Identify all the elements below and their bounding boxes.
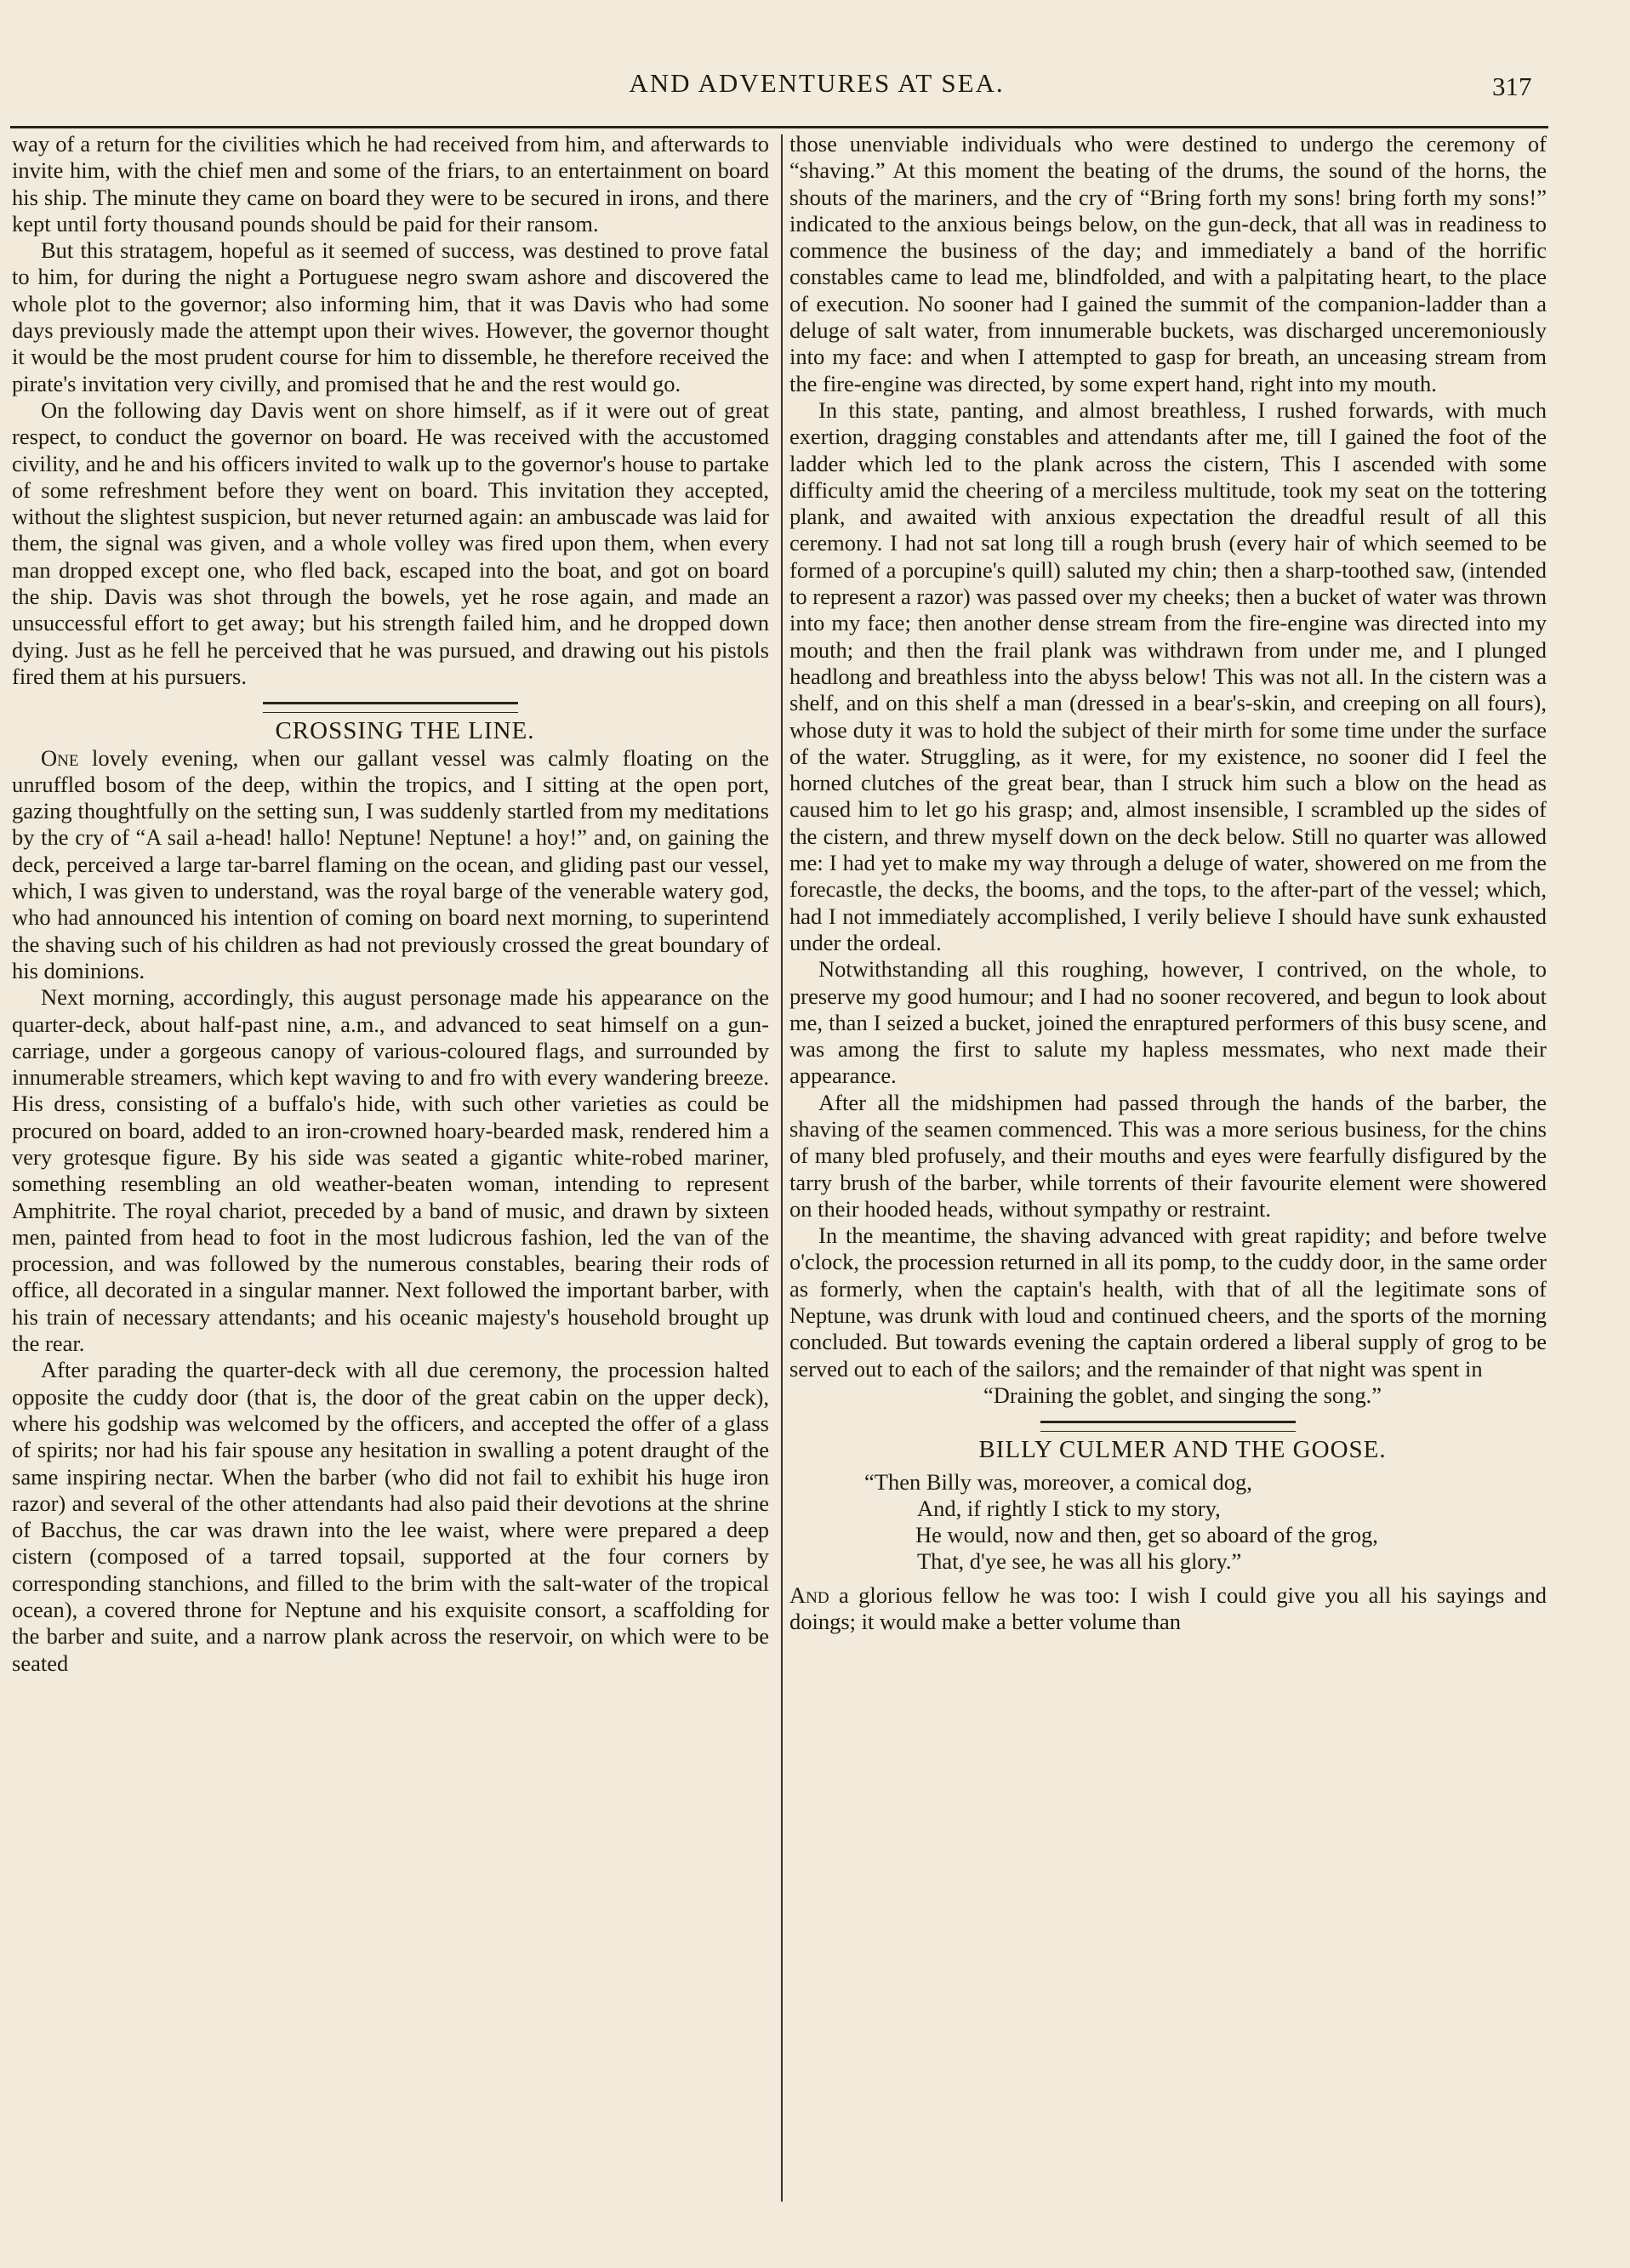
left-column: [12, 131, 769, 1677]
running-title: AND ADVENTURES AT SEA.: [629, 68, 1005, 98]
section-title-crossing-the-line: CROSSING THE LINE.: [275, 717, 535, 745]
verse-line: “Then Billy was, moreover, a comical dog,: [864, 1468, 1252, 1495]
paragraph: In the meantime, the shaving advanced with great rapidity; and before twelve o'clock, the procession returned in all its pomp, to the cuddy door, in the same order as formerly, when the captain's health, with that of all the legitimate sons of Neptune, was drunk with loud and continued cheers, and the sports of the morning concluded. But towards evening the captain ordered a liberal supply of grog to be served out to each of the sailors; and the remainder of that night was spent in: [789, 1222, 1547, 1382]
section-divider: [1040, 1421, 1296, 1432]
quoted-line: “Draining the goblet, and singing the song.”: [983, 1382, 1382, 1408]
paragraph-text: a glorious fellow he was too: I wish I could give you all his sayings and doings; it would make a better volume than: [789, 1581, 1547, 1635]
paragraph: [12, 745, 769, 985]
section-divider: [263, 702, 518, 713]
section-title-billy-culmer: BILLY CULMER AND THE GOOSE.: [978, 1436, 1387, 1464]
verse-line: He would, now and then, get so aboard of the grog,: [915, 1522, 1378, 1548]
paragraph: [789, 1582, 1547, 1636]
paragraph: After all the midshipmen had passed through the hands of the barber, the shaving of the seamen commenced. This was a more serious business, for the chins of many bled profusely, and their mouths and eyes were fearfully disfigured by the tarry brush of the barber, while torrents of their favourite element were showered on their hooded heads, without sympathy or restraint.: [789, 1089, 1547, 1222]
paragraph: On the following day Davis went on shore himself, as if it were out of great respect, to conduct the governor on board. He was received with the accustomed civility, and he and his officers invited to walk up to the governor's house to partake of some refreshment before they went on board. This invitation they accepted, without the slightest suspicion, but never returned again: an ambuscade was laid for them, the signal was given, and a whole volley was fired upon them, when every man dropped except one, who fled back, escaped into the boat, and got on board the ship. Davis was shot through the bowels, yet he rose again, and made an unsuccessful effort to get away; but his strength failed him, and he dropped down dying. Just as he fell he perceived that he was pursued, and drawing out his pistols fired them at his pursuers.: [12, 396, 769, 689]
verse-epigraph: [789, 1469, 1547, 1576]
paragraph: way of a return for the civilities which he had received from him, and afterwards to invite him, with the chief men and some of the friars, to an entertainment on board his ship. The minute they came on board they were to be secured in irons, and there kept until forty thousand pounds should be paid for their ransom.: [12, 131, 769, 236]
drop-word: And: [789, 1581, 829, 1608]
drop-word: One: [41, 744, 79, 771]
paragraph: Notwithstanding all this roughing, however, I contrived, on the whole, to preserve my good humour; and I had no sooner recovered, and begun to look about me, than I seized a bucket, joined the enraptured performers of this busy scene, and was among the first to salute my hapless messmates, who next made their appearance.: [789, 956, 1547, 1089]
page-number: 317: [1492, 71, 1532, 101]
right-column: [789, 131, 1547, 1635]
verse-line: And, if rightly I stick to my story,: [917, 1495, 1221, 1521]
column-divider: [781, 134, 783, 2202]
paragraph: In this state, panting, and almost breathless, I rushed forwards, with much exertion, dragging constables and attendants after me, till I gained the foot of the ladder which led to the plank across the cistern, This I ascended with some difficulty amid the cheering of a merciless multitude, took my seat on the tottering plank, and awaited with anxious expectation the dreadful result of all this ceremony. I had not sat long till a rough brush (every hair of which seemed to be formed of a porcupine's quill) saluted my chin; then a sharp-toothed saw, (intended to represent a razor) was passed over my cheeks; then a bucket of water was thrown into my face; then another dense stream from the fire-engine was directed into my mouth; and then the frail plank was withdrawn from under me, and I plunged headlong and breathless into the abyss below! This was not all. In the cistern was a shelf, and on this shelf a man (dressed in a bear's-skin, and creeping on all fours), whose duty it was to hold the subject of their mirth for some time under the surface of the water. Struggling, as it were, for my existence, no sooner did I feel the horned clutches of the great bear, than I struck him such a blow on the head as caused him to let go his grasp; and, almost insensible, I scrambled up the sides of the cistern, and threw myself down on the deck below. Still no quarter was allowed me: I had yet to make my way through a deluge of water, showered on me from the forecastle, the decks, the booms, and the tops, to the after-part of the vessel; which, had I not immediately accomplished, I verily believe I should have sunk exhausted under the ordeal.: [789, 396, 1547, 955]
paragraph: those unenviable individuals who were destined to undergo the ceremony of “shaving.” At this moment the beating of the drums, the sound of the horns, the shouts of the mariners, and the cry of “Bring forth my sons! bring forth my sons!” indicated to the anxious beings below, on the gun-deck, that all was in readiness to commence the business of the day; and immediately a band of the horrific constables came to lead me, blindfolded, and with a palpitating heart, to the place of execution. No sooner had I gained the summit of the companion-ladder than a deluge of salt water, from innumerable buckets, was discharged unceremoniously into my face: and when I attempted to gasp for breath, an unceasing stream from the fire-engine was directed, by some expert hand, right into my mouth.: [789, 131, 1547, 396]
paragraph: But this stratagem, hopeful as it seemed of success, was destined to prove fatal to him, for during the night a Portuguese negro swam ashore and discovered the whole plot to the governor; also informing him, that it was Davis who had some days previously made the attempt upon their wives. However, the governor thought it would be the most prudent course for him to dissemble, he therefore received the pirate's invitation very civilly, and promised that he and the rest would go.: [12, 237, 769, 396]
paragraph: After parading the quarter-deck with all due ceremony, the procession halted opposite the cuddy door (that is, the door of the great cabin on the upper deck), where his godship was welcomed by the officers, and accepted the offer of a glass of spirits; nor had his fair spouse any hesitation in swalling a potent draught of the same inspiring nectar. When the barber (who did not fail to exhibit his huge iron razor) and several of the other attendants had also paid their devotions at the shrine of Bacchus, the car was drawn into the lee waist, where were prepared a deep cistern (composed of a tarred topsail, supported at the four corners by corresponding stanchions, and filled to the brim with the salt-water of the tropical ocean), a covered throne for Neptune and his exquisite consort, a scaffolding for the barber and suite, and a narrow plank across the reservoir, on which were to be seated: [12, 1357, 769, 1676]
running-head: [0, 68, 1630, 111]
verse-line: That, d'ye see, he was all his glory.”: [917, 1548, 1242, 1575]
header-rule: [10, 126, 1548, 128]
paragraph: Next morning, accordingly, this august personage made his appearance on the quarter-deck, about half-past nine, a.m., and advanced to seat himself on a gun-carriage, under a gorgeous canopy of various-coloured flags, and surrounded by innumerable streamers, which kept waving to and fro with every wandering breeze. His dress, consisting of a buffalo's hide, with such other varieties as could be procured on board, added to an iron-crowned hoary-bearded mask, rendered him a very grotesque figure. By his side was seated a gigantic white-robed mariner, something resembling an old weather-beaten woman, intending to represent Amphitrite. The royal chariot, preceded by a band of music, and drawn by sixteen men, painted from head to foot in the most ludicrous fashion, led the van of the procession, and was followed by the numerous constables, bearing their rods of office, all decorated in a singular manner. Next followed the important barber, with his train of necessary attendants; and his oceanic majesty's household brought up the rear.: [12, 984, 769, 1357]
paragraph-text: lovely evening, when our gallant vessel was calmly floating on the unruffled bosom of the deep, within the tropics, and I sitting at the open port, gazing thoughtfully on the setting sun, I was suddenly startled from my meditations by the cry of “A sail a-head! hallo! Neptune! Neptune! a hoy!” and, on gaining the deck, perceived a large tar-barrel flaming on the ocean, and gliding past our vessel, which, I was given to understand, was the royal barge of the venerable watery god, who had announced his intention of coming on board next morning, to superintend the shaving such of his children as had not previously crossed the great boundary of his dominions.: [12, 744, 769, 983]
